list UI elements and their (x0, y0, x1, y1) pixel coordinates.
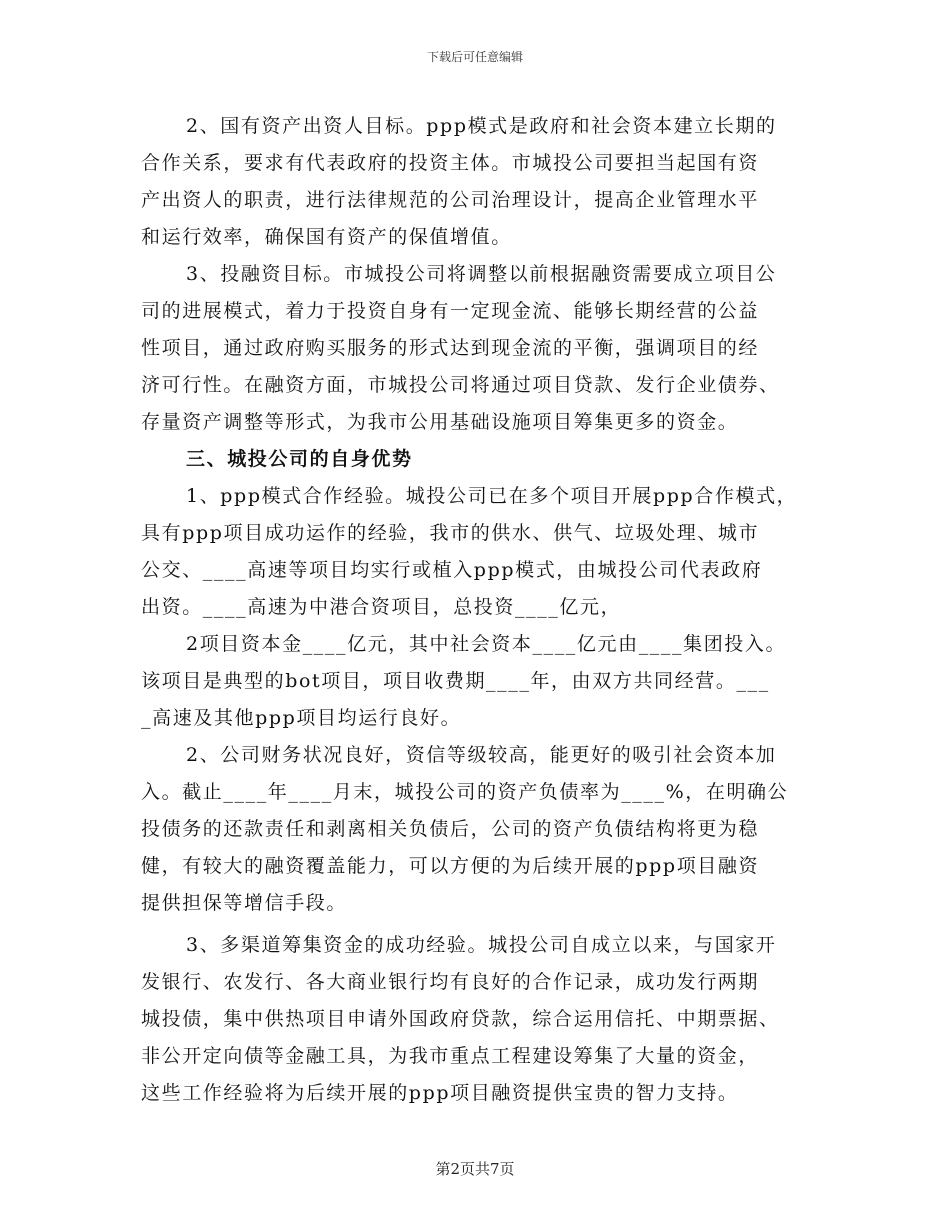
text-line: 1、ppp模式合作经验。城投公司已在多个项目开展ppp合作模式， (186, 485, 798, 507)
text-line: 非公开定向债等金融工具，为我市重点工程建设筹集了大量的资金， (141, 1045, 760, 1067)
text-line: 公交、____高速等项目均实行或植入ppp模式，由城投公司代表政府 (141, 559, 763, 581)
text-line: 存量资产调整等形式，为我市公用基础设施项目筹集更多的资金。 (141, 411, 739, 433)
text-line: 产出资人的职责，进行法律规范的公司治理设计，提高企业管理水平 (141, 189, 760, 211)
text-line: 这些工作经验将为后续开展的ppp项目融资提供宝贵的智力支持。 (141, 1082, 739, 1104)
text-line: 城投债，集中供热项目申请外国政府贷款，综合运用信托、中期票据、 (141, 1008, 780, 1030)
text-line: 和运行效率，确保国有资产的保值增值。 (141, 226, 512, 248)
page-header: 下载后可任意编辑 (426, 50, 523, 64)
text-line: 2项目资本金____亿元，其中社会资本____亿元由____集团投入。 (186, 633, 787, 655)
page-footer: 第2页共7页 (435, 1160, 515, 1178)
section-heading: 三、城投公司的自身优势 (186, 448, 413, 470)
text-line: 济可行性。在融资方面，市城投公司将通过项目贷款、发行企业债券、 (141, 374, 780, 396)
text-line: 投债务的还款责任和剥离相关负债后，公司的资产负债结构将更为稳 (141, 818, 760, 840)
text-line: 入。截止____年____月末，城投公司的资产负债率为____%，在明确公 (141, 781, 789, 803)
text-line: 性项目，通过政府购买服务的形式达到现金流的平衡，强调项目的经 (141, 337, 760, 359)
text-line: 2、国有资产出资人目标。ppp模式是政府和社会资本建立长期的 (186, 115, 777, 137)
text-line: 该项目是典型的bot项目，项目收费期____年，由双方共同经营。___ (141, 670, 770, 692)
text-line: 健，有较大的融资覆盖能力，可以方便的为后续开展的ppp项目融资 (141, 855, 760, 877)
text-line: _高速及其他ppp项目均运行良好。 (141, 707, 462, 729)
text-line: 提供担保等增信手段。 (141, 892, 348, 914)
text-line: 合作关系，要求有代表政府的投资主体。市城投公司要担当起国有资 (141, 152, 760, 174)
text-line: 2、公司财务状况良好，资信等级较高，能更好的吸引社会资本加 (186, 744, 777, 766)
text-line: 司的进展模式，着力于投资自身有一定现金流、能够长期经营的公益 (141, 300, 760, 322)
text-line: 具有ppp项目成功运作的经验，我市的供水、供气、垃圾处理、城市 (141, 522, 760, 544)
text-line: 3、多渠道筹集资金的成功经验。城投公司自成立以来，与国家开 (186, 934, 777, 956)
text-line: 3、投融资目标。市城投公司将调整以前根据融资需要成立项目公 (186, 263, 777, 285)
text-line: 发银行、农发行、各大商业银行均有良好的合作记录，成功发行两期 (141, 971, 760, 993)
text-line: 出资。____高速为中港合资项目，总投资____亿元， (141, 596, 622, 618)
